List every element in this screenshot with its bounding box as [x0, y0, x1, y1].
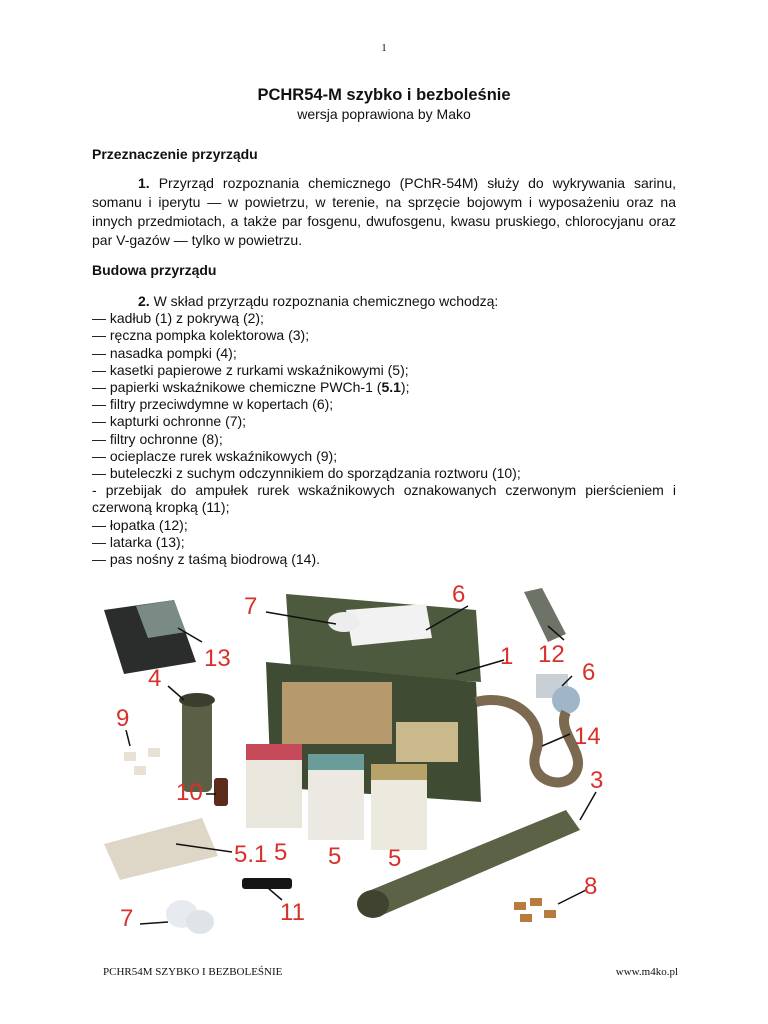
- flashlight-case-shape: [104, 600, 196, 674]
- equipment-photo: [96, 582, 636, 952]
- label-12-spade: 12: [538, 641, 565, 668]
- heaters-shape: [124, 748, 160, 775]
- list-item: — buteleczki z suchym odczynnikiem do sporządzania roztworu (10);: [92, 465, 521, 482]
- label-5-cassette: 5: [328, 843, 342, 870]
- equipment-illustration: [96, 582, 636, 952]
- label-4-nozzle: 4: [148, 665, 162, 692]
- section-heading-construction: Budowa przyrządu: [92, 262, 217, 278]
- label-7-cap: 7: [244, 593, 258, 620]
- smoke-filters-shape: [536, 674, 580, 714]
- indicator-papers-shape: [104, 818, 218, 880]
- list-item: — ocieplacze rurek wskaźnikowych (9);: [92, 447, 338, 464]
- list-item: — filtry przeciwdymne w kopertach (6);: [92, 396, 334, 413]
- label-6-filter: 6: [452, 582, 466, 608]
- paragraph-number: 2.: [138, 293, 150, 309]
- list-intro-text: W skład przyrządu rozpoznania chemicznego wchodzą:: [153, 293, 499, 309]
- label-11-piercer: 11: [280, 899, 305, 926]
- paragraph-number: 1.: [138, 175, 150, 191]
- list-item: — kasetki papierowe z rurkami wskaźnikowymi (5);: [92, 361, 409, 378]
- document-subtitle: wersja poprawiona by Mako: [297, 106, 471, 122]
- label-8-protective-filters: 8: [584, 873, 598, 900]
- label-9-heaters: 9: [116, 705, 130, 732]
- label-5-1-papers: 5.1: [234, 841, 268, 868]
- label-6-smoke-filter: 6: [582, 659, 596, 686]
- spade-shape: [524, 588, 566, 642]
- piercer-shape: [242, 878, 292, 889]
- list-item: — łopatka (12);: [92, 516, 188, 533]
- components-list: [92, 293, 676, 568]
- list-item: — kapturki ochronne (7);: [92, 413, 247, 430]
- label-5-cassette: 5: [388, 845, 402, 872]
- list-item-papers: [92, 379, 676, 396]
- label-10-bottle: 10: [176, 779, 203, 806]
- list-item: - przebijak do ampułek rurek wskaźnikowych oznakowanych czerwonym pierścieniem i czerwoną kropką (11);: [92, 482, 676, 516]
- list-item: — kadłub (1) z pokrywą (2);: [92, 310, 264, 327]
- protective-filters-shape: [514, 898, 556, 922]
- list-item: — nasadka pompki (4);: [92, 344, 237, 361]
- footer-url: www.m4ko.pl: [615, 966, 678, 978]
- label-7-protective-caps: 7: [120, 905, 134, 932]
- document-title: PCHR54-M szybko i bezboleśnie: [257, 86, 511, 104]
- list-item-bold: 5.1: [381, 379, 401, 396]
- purpose-paragraph: [92, 174, 676, 250]
- label-5-cassette: 5: [274, 839, 288, 866]
- section-heading-purpose: Przeznaczenie przyrządu: [92, 146, 258, 162]
- bottle-shape: [214, 778, 228, 806]
- list-intro: [92, 293, 676, 310]
- list-item: — ręczna pompka kolektorowa (3);: [92, 327, 310, 344]
- protective-caps-shape: [166, 900, 214, 934]
- label-13-flashlight: 13: [204, 645, 231, 672]
- list-item: — pas nośny z taśmą biodrową (14).: [92, 551, 320, 568]
- belt-shape: [476, 700, 578, 782]
- list-item-text: — papierki wskaźnikowe chemiczne PWCh-1 (: [92, 379, 382, 396]
- list-item: — filtry ochronne (8);: [92, 430, 223, 447]
- label-14-belt: 14: [574, 723, 601, 750]
- paragraph-text: Przyrząd rozpoznania chemicznego (PChR-54M) służy do wykrywania sarinu, somanu i iperytu — w powietrzu, w terenie, na sprzęcie bojowym i wyposażeniu oraz na innych przedmiotach, a także par fosgenu, dwufosgenu, kwasu pruskiego, chlorocyjanu oraz par V-gazów — tylko w powietrzu.: [92, 175, 677, 248]
- label-1-body: 1: [500, 643, 514, 670]
- list-item-text: );: [400, 379, 410, 396]
- page-number: 1: [381, 42, 387, 54]
- pump-nozzle-shape: [179, 693, 215, 792]
- list-item: — latarka (13);: [92, 533, 185, 550]
- label-3-pump: 3: [590, 767, 604, 794]
- footer-title: PCHR54M SZYBKO I BEZBOLEŚNIE: [103, 966, 283, 978]
